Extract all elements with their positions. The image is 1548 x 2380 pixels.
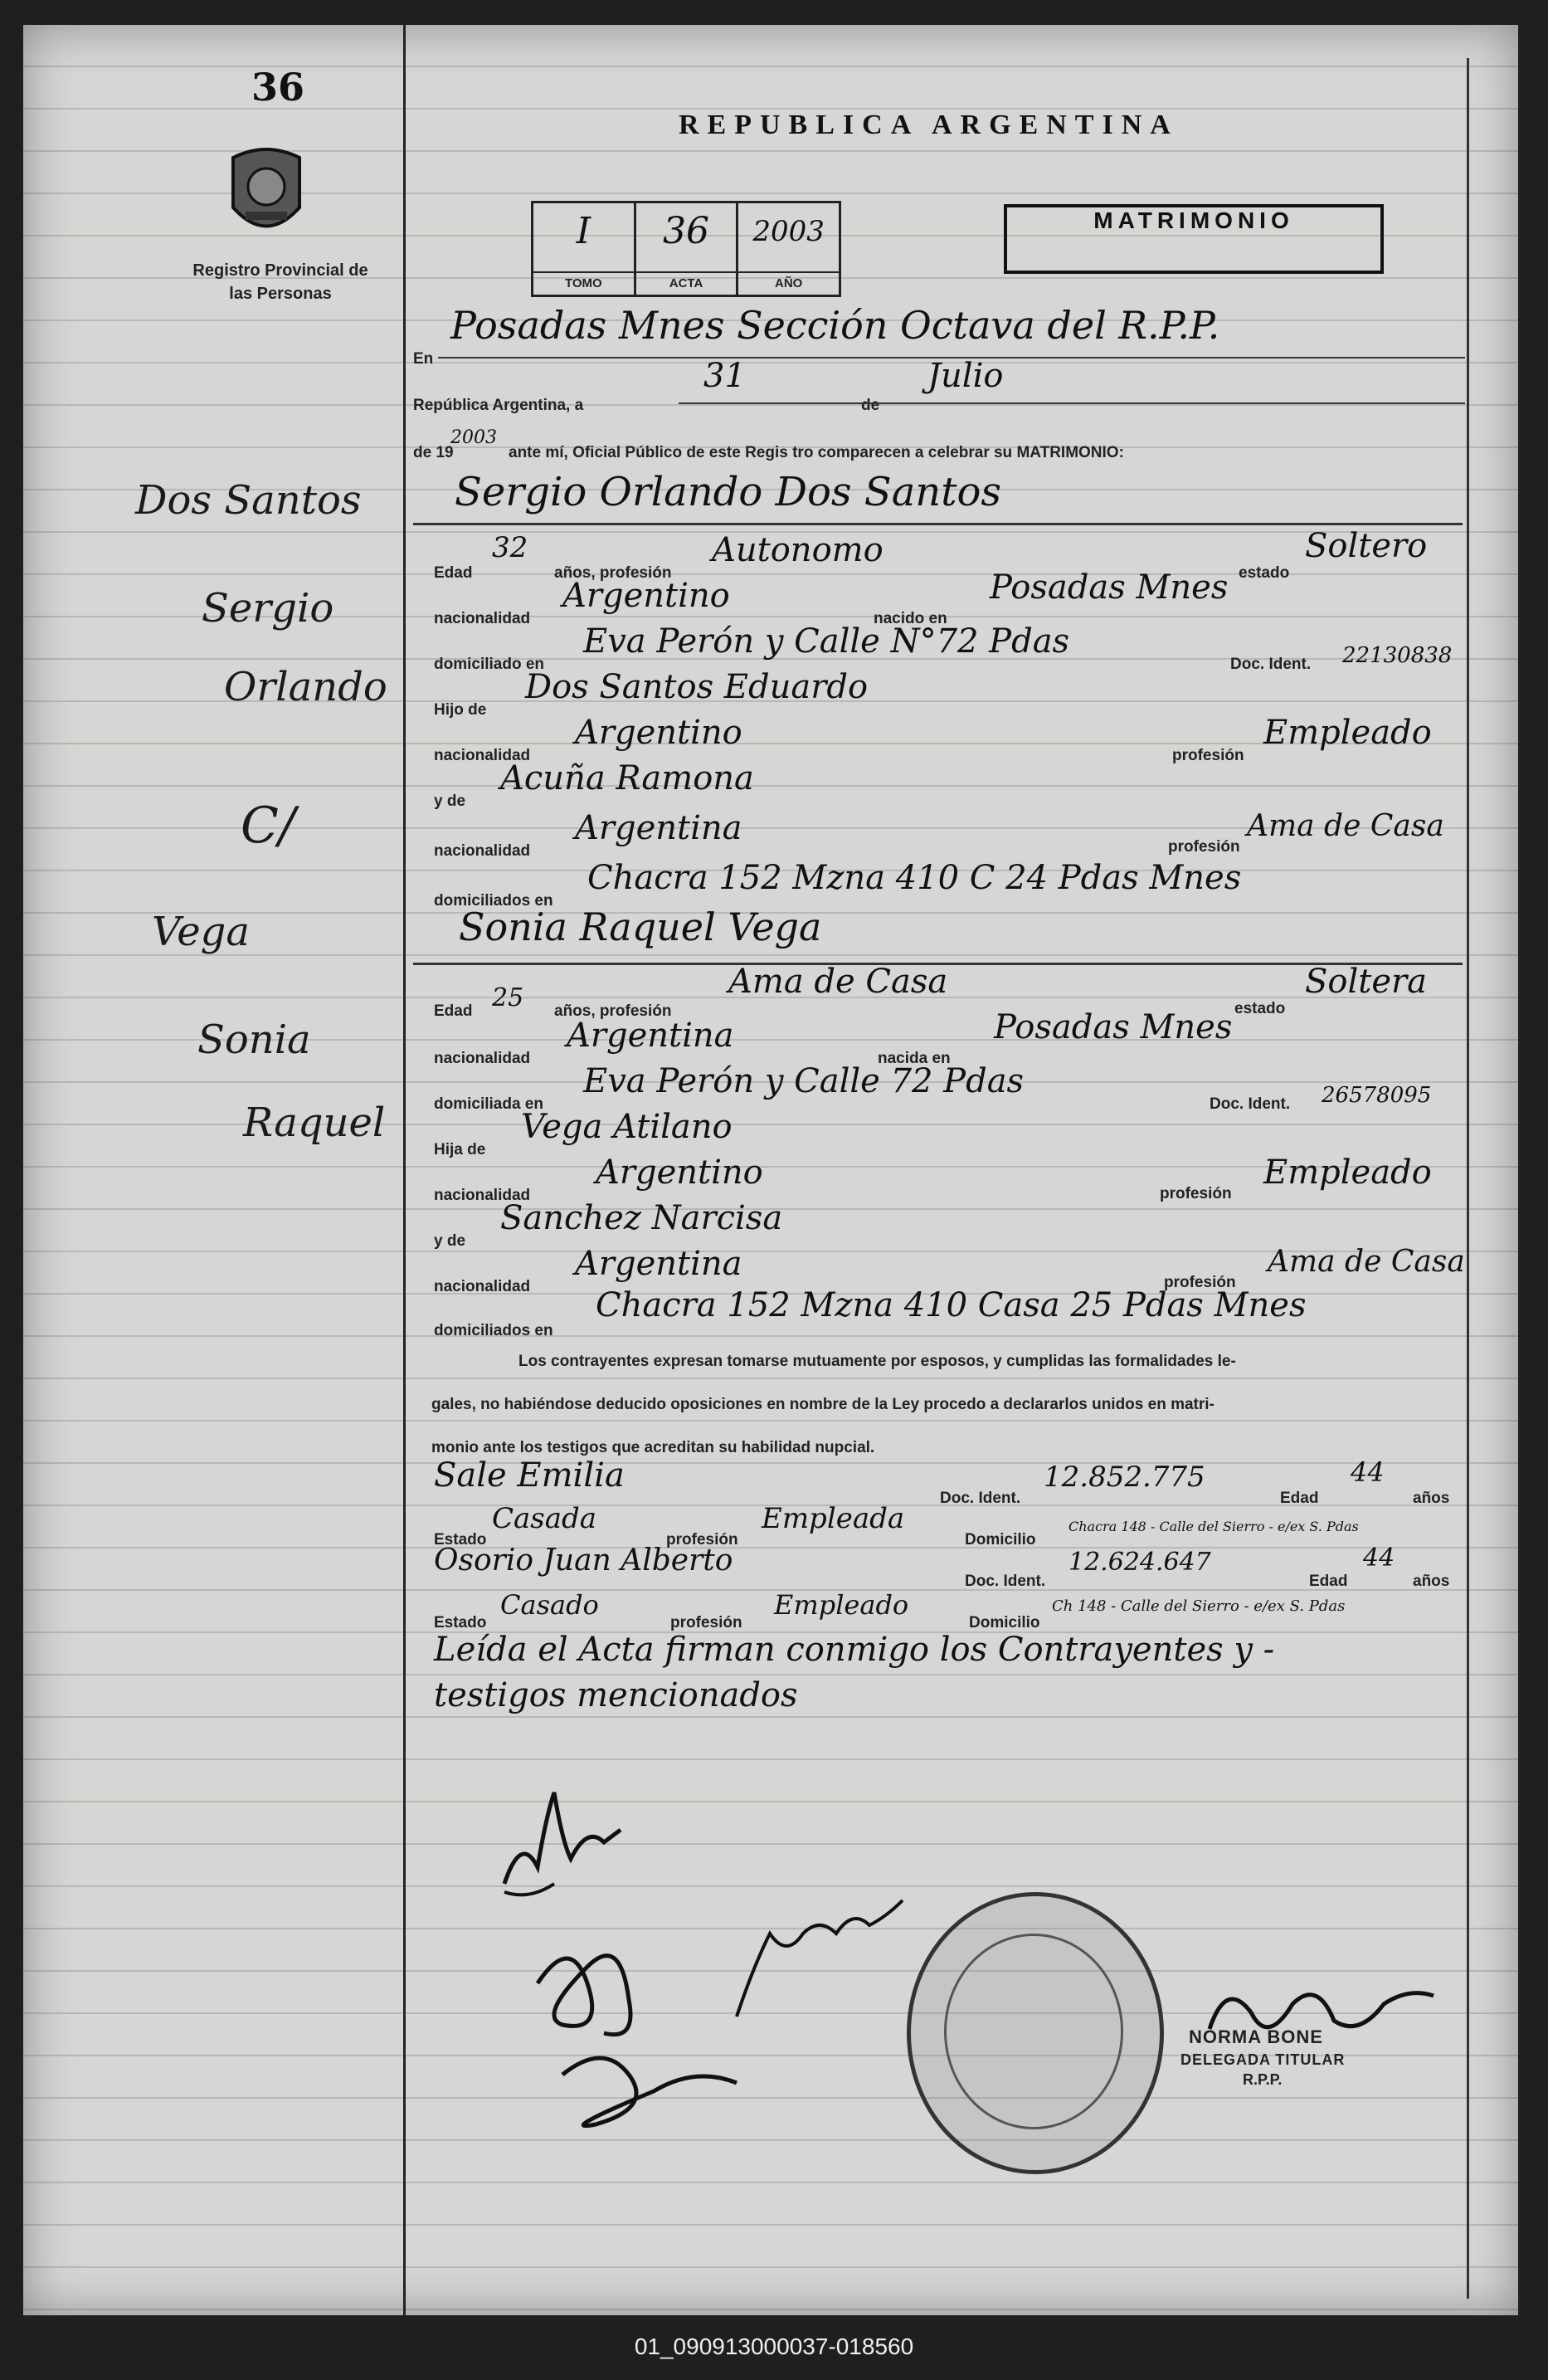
witness1-anos-label: años [1413, 1490, 1450, 1507]
act-number-box [531, 201, 841, 297]
bride-address: Eva Perón y Calle 72 Pdas [583, 1062, 1025, 1100]
republica-label: República Argentina, a [413, 397, 584, 414]
right-rule [1467, 58, 1469, 2299]
bride-mother-nat: Argentina [575, 1245, 742, 1283]
margin-bride-first-name: Sonia [197, 1017, 311, 1063]
margin-surname: Dos Santos [135, 477, 362, 524]
bride-estado-label: estado [1234, 1000, 1286, 1017]
bride-father: Vega Atilano [521, 1108, 733, 1146]
groom-doc: 22130838 [1342, 643, 1453, 668]
bride-father-prof-label: profesión [1160, 1185, 1232, 1202]
groom-father-nat: Argentino [575, 714, 742, 752]
groom-name: Sergio Orlando Dos Santos [455, 469, 1002, 515]
registry-label: Registro Provincial de las Personas [192, 261, 368, 303]
groom-edad-label: Edad [434, 564, 473, 582]
bride-mother-prof: Ama de Casa [1268, 1245, 1465, 1279]
witness1-doc-label: Doc. Ident. [940, 1490, 1021, 1507]
margin-first-name: Sergio [202, 585, 334, 632]
witness1-profession: Empleada [762, 1502, 905, 1535]
groom-mother-nat-label: nacionalidad [434, 842, 531, 860]
appear-text: ante mí, Oficial Público de este Regis tro comparecen a celebrar su MATRIMONIO: [509, 444, 1124, 461]
groom-profession: Autonomo [712, 531, 884, 569]
margin-con: C/ [241, 797, 296, 855]
act-type-box: MATRIMONIO [1004, 204, 1384, 274]
witness2-edad-label: Edad [1309, 1573, 1348, 1590]
month-field: Julio [927, 357, 1004, 395]
groom-nat-label: nacionalidad [434, 610, 531, 627]
witness1-dom-label: Domicilio [965, 1531, 1036, 1548]
bride-nat-label: nacionalidad [434, 1050, 531, 1067]
witness2-profession: Empleado [774, 1589, 909, 1621]
groom-yde-label: y de [434, 793, 466, 810]
page-number: 36 [251, 65, 305, 110]
groom-father: Dos Santos Eduardo [525, 668, 869, 706]
groom-mother: Acuña Ramona [500, 759, 754, 797]
declaration-line-2: gales, no habiéndose deducido oposiciones en nombre de la Ley procedo a declararlos unidos en matri- [431, 1396, 1215, 1413]
groom-prof-label: años, profesión [554, 564, 672, 582]
witness2-dom-label: Domicilio [969, 1614, 1040, 1631]
witness2-name: Osorio Juan Alberto [434, 1544, 733, 1578]
bride-prof-label: años, profesión [554, 1002, 672, 1020]
closing-line-1: Leída el Acta firman conmigo los Contrayentes y - [434, 1631, 1275, 1669]
bride-doc: 26578095 [1322, 1083, 1432, 1108]
margin-bride-surname: Vega [152, 909, 251, 955]
day-field: 31 [703, 357, 746, 395]
groom-nacido-label: nacido en [874, 610, 947, 627]
witness1-status: Casada [492, 1502, 597, 1535]
groom-address: Eva Perón y Calle N°72 Pdas [583, 622, 1070, 661]
witness1-name: Sale Emilia [434, 1456, 625, 1495]
bride-mother-prof-label: profesión [1164, 1274, 1236, 1291]
groom-father-nat-label: nacionalidad [434, 747, 531, 764]
groom-mother-prof-label: profesión [1168, 838, 1240, 856]
groom-father-prof: Empleado [1263, 714, 1432, 752]
bride-parents-address: Chacra 152 Mzna 410 Casa 25 Pdas Mnes [596, 1286, 1307, 1324]
register-page [23, 25, 1518, 2315]
stamp-name: NORMA BONE [1189, 2026, 1323, 2047]
witness2-prof-label: profesión [670, 1614, 742, 1631]
witness2-estado-label: Estado [434, 1614, 487, 1631]
place-field: Posadas Mnes Sección Octava del R.P.P. [450, 303, 1220, 348]
witness2-doc: 12.624.647 [1069, 1548, 1211, 1577]
closing-line-2: testigos mencionados [434, 1676, 798, 1714]
groom-mother-prof: Ama de Casa [1247, 809, 1444, 843]
de19-label: de 19 [413, 444, 454, 461]
witness2-doc-label: Doc. Ident. [965, 1573, 1046, 1590]
bride-parents-dom-label: domiciliados en [434, 1322, 553, 1339]
witness1-address: Chacra 148 - Calle del Sierro - e/ex S. Pdas [1069, 1519, 1359, 1534]
witness2-address: Ch 148 - Calle del Sierro - e/ex S. Pdas [1052, 1597, 1346, 1615]
witness1-prof-label: profesión [666, 1531, 738, 1548]
witness2-age: 44 [1363, 1544, 1395, 1573]
groom-age: 32 [492, 531, 528, 564]
bride-mother-nat-label: nacionalidad [434, 1278, 531, 1295]
groom-mother-nat: Argentina [575, 809, 742, 847]
ano-cell: 2003 AÑO [738, 203, 839, 295]
groom-father-prof-label: profesión [1172, 747, 1244, 764]
witness2-anos-label: años [1413, 1573, 1450, 1590]
country-header: REPUBLICA ARGENTINA [679, 110, 1179, 140]
acta-cell: 36 ACTA [636, 203, 739, 295]
bride-yde-label: y de [434, 1232, 466, 1250]
stamp-title: DELEGADA TITULAR [1180, 2051, 1346, 2068]
groom-parents-dom-label: domiciliados en [434, 892, 553, 910]
de-label: de [861, 397, 880, 414]
margin-bride-middle-name: Raquel [243, 1100, 386, 1146]
bride-father-nat: Argentino [596, 1153, 763, 1192]
bride-mother: Sanchez Narcisa [500, 1199, 783, 1237]
witness1-age: 44 [1351, 1456, 1385, 1488]
stamp-office: R.P.P. [1243, 2071, 1283, 2088]
witness1-doc: 12.852.775 [1044, 1461, 1205, 1494]
margin-middle-name: Orlando [224, 664, 387, 710]
groom-estado-label: estado [1239, 564, 1290, 582]
groom-dom-label: domiciliado en [434, 656, 545, 673]
bride-edad-label: Edad [434, 1002, 473, 1020]
coat-of-arms-emblem [221, 141, 312, 249]
bride-age: 25 [492, 983, 524, 1012]
bride-hija-label: Hija de [434, 1141, 486, 1158]
bride-name: Sonia Raquel Vega [459, 905, 822, 949]
official-seal-inner [944, 1934, 1123, 2129]
bride-doc-label: Doc. Ident. [1210, 1095, 1291, 1113]
groom-hijo-label: Hijo de [434, 701, 487, 719]
witness2-status: Casado [500, 1589, 599, 1621]
year-field: 2003 [450, 427, 497, 448]
witness1-estado-label: Estado [434, 1531, 487, 1548]
bride-father-prof: Empleado [1263, 1153, 1432, 1192]
bride-dom-label: domiciliada en [434, 1095, 543, 1113]
margin-column [23, 25, 406, 2315]
groom-parents-address: Chacra 152 Mzna 410 C 24 Pdas Mnes [587, 859, 1242, 897]
bride-profession: Ama de Casa [728, 963, 948, 1001]
bride-nacida-label: nacida en [878, 1050, 951, 1067]
declaration-line-1: Los contrayentes expresan tomarse mutuamente por esposos, y cumplidas las formalidades le- [518, 1353, 1236, 1370]
tomo-cell: I TOMO [533, 203, 636, 295]
bride-nationality: Argentina [567, 1017, 734, 1055]
witness1-edad-label: Edad [1280, 1490, 1319, 1507]
bride-birthplace: Posadas Mnes [994, 1008, 1233, 1046]
declaration-line-3: monio ante los testigos que acreditan su habilidad nupcial. [431, 1439, 875, 1456]
image-id-footer: 01_090913000037-018560 [634, 2334, 914, 2359]
groom-nationality: Argentino [562, 577, 730, 615]
groom-birthplace: Posadas Mnes [990, 568, 1229, 607]
groom-status: Soltero [1305, 527, 1428, 565]
en-label: En [413, 350, 434, 368]
groom-doc-label: Doc. Ident. [1230, 656, 1312, 673]
bride-status: Soltera [1305, 963, 1427, 1001]
bride-father-nat-label: nacionalidad [434, 1187, 531, 1204]
